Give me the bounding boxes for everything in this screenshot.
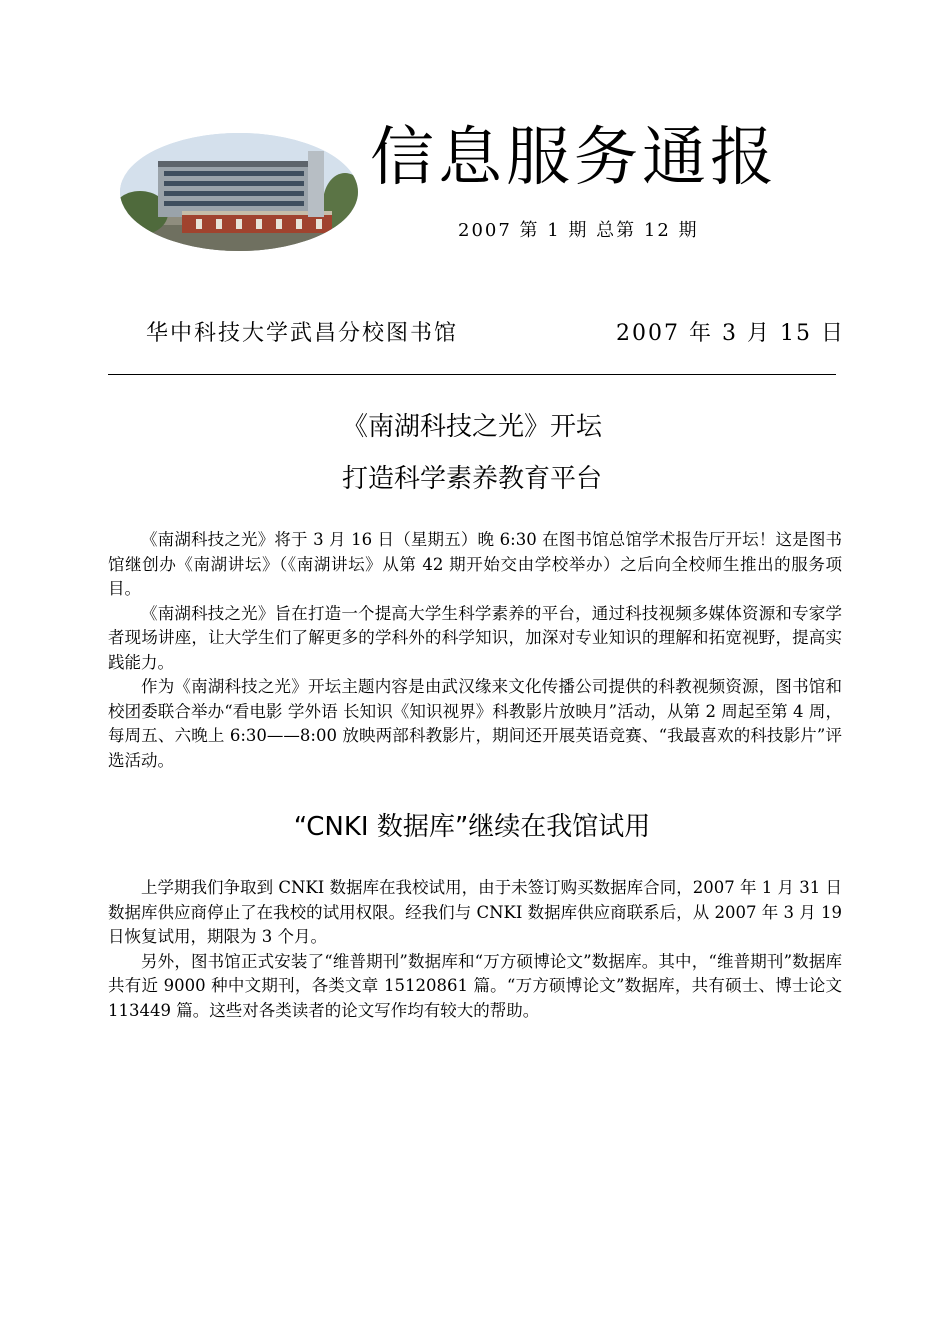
article2-paragraph: 上学期我们争取到 CNKI 数据库在我校试用，由于未签订购买数据库合同，2007 年 1 月 31 日数据库供应商停止了在我校的试用权限。经我们与 CNKI 数据库供应商联系后，从 2007 年 3 月 19 日恢复试用，期限为 3 个月。 (108, 878, 842, 946)
article1-body (108, 528, 842, 773)
header-divider (108, 374, 836, 375)
article1-paragraph: 《南湖科技之光》将于 3 月 16 日（星期五）晚 6:30 在图书馆总馆学术报告厅开坛！这是图书馆继创办《南湖讲坛》（《南湖讲坛》从第 42 期开始交由学校举办）之后向全校师生推出的服务项目。 (108, 530, 842, 598)
library-building-photo (120, 133, 358, 251)
publication-date: 2007 年 3 月 15 日 (616, 321, 845, 346)
article2-paragraph: 另外，图书馆正式安装了“维普期刊”数据库和“万方硕博论文”数据库。其中，“维普期刊”数据库共有近 9000 种中文期刊，各类文章 15120861 篇。“万方硕博论文”数据库，共有硕士、博士论文 113449 篇。这些对各类读者的论文写作均有较大的帮助。 (108, 951, 842, 1020)
article1-paragraph: 作为《南湖科技之光》开坛主题内容是由武汉缘来文化传播公司提供的科教视频资源，图书馆和校团委联合举办“看电影 学外语 长知识《知识视界》科教影片放映月”活动，从第 2 周起至第 4 周，每周五、六晚上 6:30——8:00 放映两部科教影片，期间还开展英语竞赛、“我最喜欢的科技影片”评选活动。 (108, 677, 842, 770)
newsletter-title: 信息服务通报 (370, 121, 778, 195)
article1-headline-1: 《南湖科技之光》开坛 (341, 412, 602, 442)
issue-number: 2007 第 1 期 总第 12 期 (458, 220, 699, 241)
article1-paragraph: 《南湖科技之光》旨在打造一个提高大学生科学素养的平台，通过科技视频多媒体资源和专家学者现场讲座，让大学生们了解更多的学科外的科学知识，加深对专业知识的理解和拓宽视野，提高实践能力。 (108, 603, 842, 672)
article2-body (108, 876, 842, 1023)
article2-headline: “CNKI 数据库”继续在我馆试用 (293, 812, 651, 842)
library-building-illustration (120, 133, 358, 251)
article1-headline-2: 打造科学素养教育平台 (341, 464, 602, 494)
organization-name: 华中科技大学武昌分校图书馆 (146, 321, 459, 346)
